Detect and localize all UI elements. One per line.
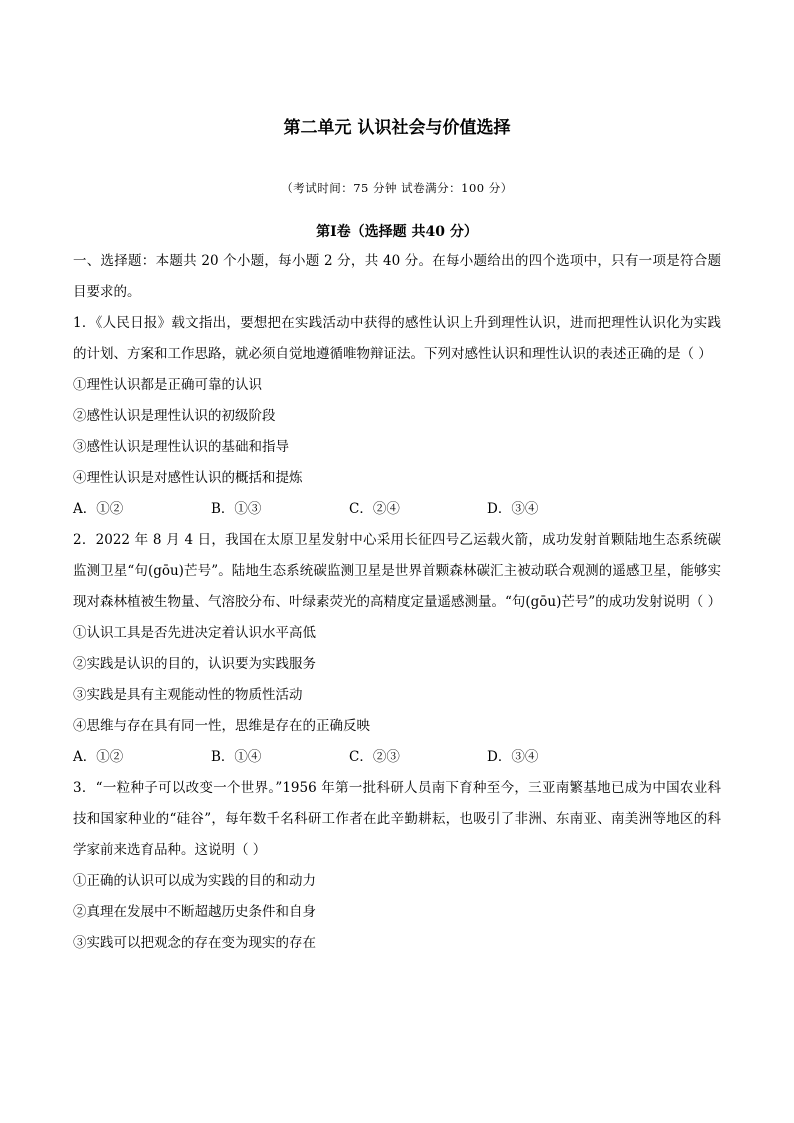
statement-option: ②实践是认识的目的，认识要为实践服务 bbox=[73, 656, 316, 672]
statement-option: ③实践可以把观念的存在变为现实的存在 bbox=[73, 935, 316, 951]
statement-option: ③实践是具有主观能动性的物质性活动 bbox=[73, 687, 303, 703]
question-stem: 1．《人民日报》载文指出，要想把在实践活动中获得的感性认识上升到理性认识，进而把理性认识化为实践的计划、方案和工作思路，就必须自觉地遵循唯物辩证法。下列对感性认识和理性认识的表述正确的是（ ） bbox=[73, 315, 721, 362]
choice-d: D．③④ bbox=[487, 749, 539, 765]
choice-a: A．①② bbox=[73, 749, 124, 765]
choice-a: A．①② bbox=[73, 501, 124, 517]
choice-c: C．②④ bbox=[349, 501, 400, 517]
question-3 bbox=[73, 773, 721, 959]
choice-b: B．①③ bbox=[211, 501, 262, 517]
document-title: 第二单元 认识社会与价值选择 bbox=[283, 118, 511, 138]
answer-choices bbox=[73, 494, 721, 525]
statement-option: ④理性认识是对感性认识的概括和提炼 bbox=[73, 470, 303, 486]
statement-option: ②感性认识是理性认识的初级阶段 bbox=[73, 408, 276, 424]
choice-b: B．①④ bbox=[211, 749, 262, 765]
choice-c: C．②③ bbox=[349, 749, 400, 765]
choice-d: D．③④ bbox=[487, 501, 539, 517]
question-2 bbox=[73, 525, 721, 773]
part-title: 第Ⅰ卷（选择题 共40 分） bbox=[316, 224, 478, 240]
question-1 bbox=[73, 308, 721, 525]
question-stem: 2．2022 年 8 月 4 日，我国在太原卫星发射中心采用长征四号乙运载火箭，成功发射首颗陆地生态系统碳监测卫星“句(gōu)芒号”。陆地生态系统碳监测卫星是世界首颗森林碳汇主被动联合观测的遥感卫星，能够实现对森林植被生物量、气溶胶分布、叶绿素荧光的高精度定量遥感测量。“句(gōu)芒号”的成功发射说明（ ） bbox=[73, 532, 722, 610]
statement-option: ①理性认识都是正确可靠的认识 bbox=[73, 377, 262, 393]
answer-choices bbox=[73, 742, 721, 773]
statement-option: ②真理在发展中不断超越历史条件和自身 bbox=[73, 904, 316, 920]
question-stem: 3．“一粒种子可以改变一个世界。”1956 年第一批科研人员南下育种至今，三亚南繁基地已成为中国农业科技和国家种业的“硅谷”，每年数千名科研工作者在此辛勤耕耘，也吸引了非洲、东南亚、南美洲等地区的科学家前来选育品种。这说明（ ） bbox=[73, 780, 721, 858]
exam-info: （考试时间：75 分钟 试卷满分：100 分） bbox=[281, 181, 513, 195]
statement-option: ①认识工具是否先进决定着认识水平高低 bbox=[73, 625, 316, 641]
statement-option: ④思维与存在具有同一性，思维是存在的正确反映 bbox=[73, 718, 370, 734]
statement-option: ③感性认识是理性认识的基础和指导 bbox=[73, 439, 289, 455]
section-instructions: 一、选择题：本题共 20 个小题，每小题 2 分，共 40 分。在每小题给出的四个选项中，只有一项是符合题目要求的。 bbox=[73, 253, 721, 300]
statement-option: ①正确的认识可以成为实践的目的和动力 bbox=[73, 873, 316, 889]
